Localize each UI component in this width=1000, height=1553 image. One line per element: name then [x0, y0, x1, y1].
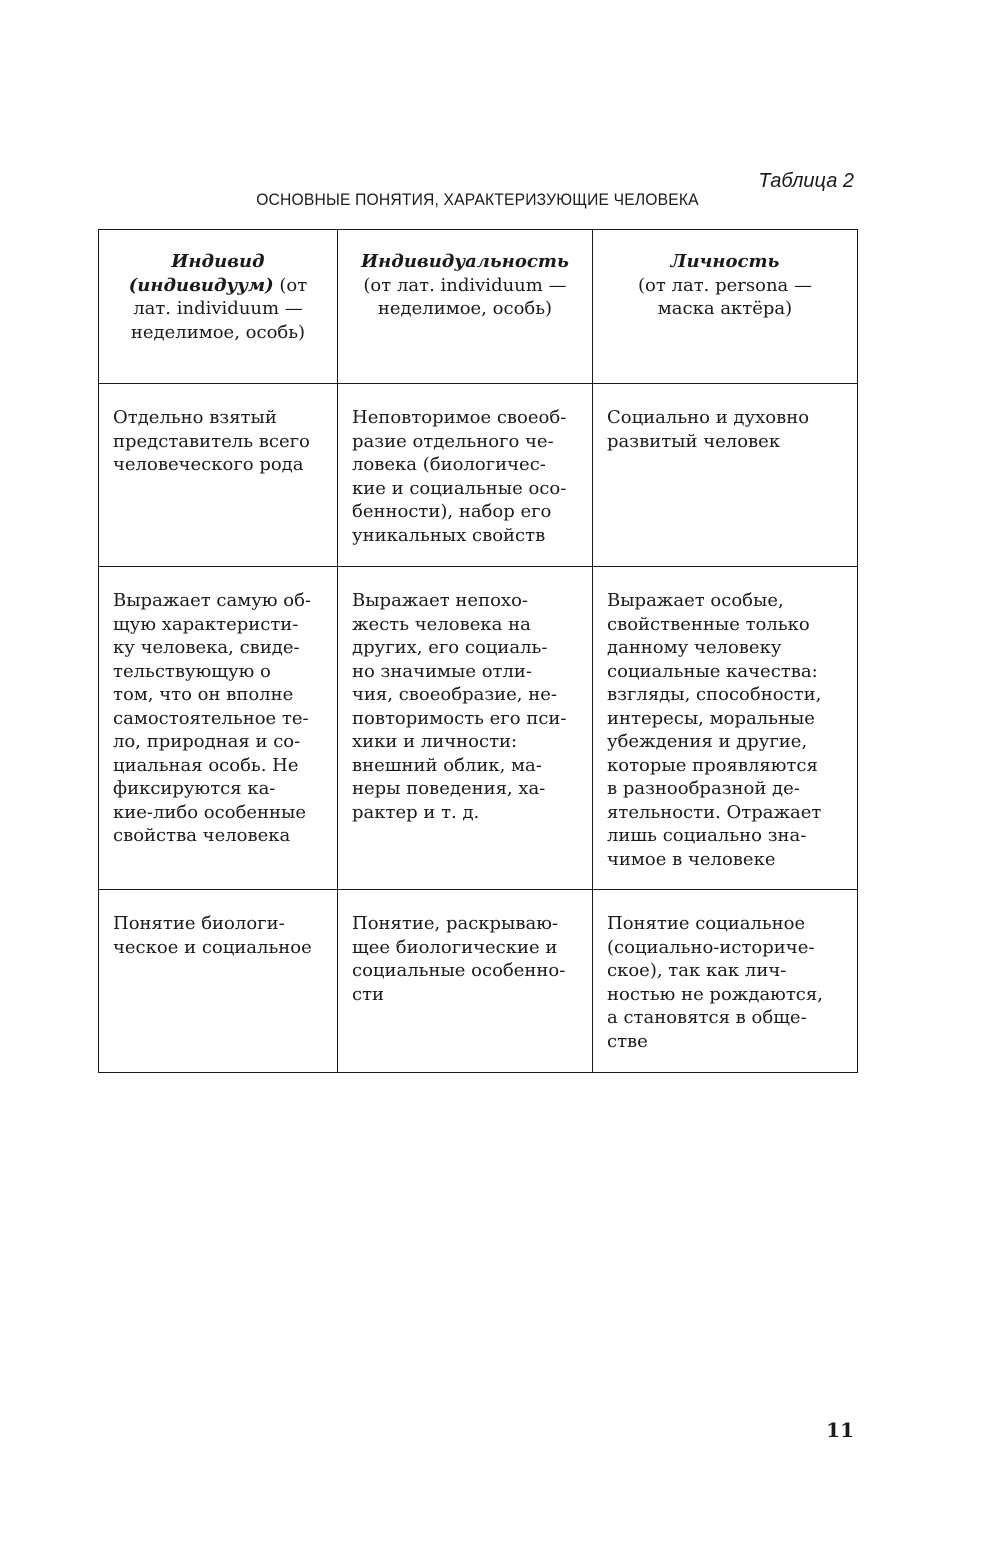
cell-line: развитый человек	[607, 430, 781, 452]
header-line: (от лат. individuum —	[363, 274, 567, 296]
cell-line: кие-либо особенные	[113, 801, 307, 823]
table-header-row	[99, 230, 858, 384]
header-title: Индивидуальность	[361, 251, 569, 272]
cell-line: ловека (биологичес-	[352, 454, 546, 475]
cell-line: но значимые отли-	[352, 660, 533, 682]
cell-line: самостоятельное те-	[113, 707, 309, 729]
cell-line: социальные особенно-	[352, 960, 566, 981]
cell-line: кие и социальные осо-	[352, 477, 567, 499]
table-cell	[99, 890, 338, 1073]
cell-line: чия, своеобразие, не-	[352, 684, 557, 705]
cell-line: взгляды, способности,	[607, 684, 822, 705]
cell-line: свойственные только	[607, 613, 810, 635]
table-row	[99, 384, 858, 567]
cell-line: Отдельно взятый	[113, 407, 277, 428]
cell-line: циальная особь. Не	[113, 754, 299, 776]
cell-line: данному человеку	[607, 637, 782, 658]
cell-line: Неповторимое своеоб-	[352, 407, 567, 428]
header-line: лат. individuum —	[133, 298, 303, 319]
cell-line: ское), так как лич-	[607, 960, 787, 981]
header-line	[111, 274, 325, 298]
cell-line: Понятие биологи-	[113, 913, 285, 934]
page-number: 11	[826, 1418, 854, 1442]
table-cell	[338, 384, 593, 567]
cell-line: щую характеристи-	[113, 613, 299, 635]
table-cell	[338, 890, 593, 1073]
header-line: (от лат. persona —	[637, 274, 812, 296]
concepts-table	[98, 229, 858, 1073]
cell-line: ческое и социальное	[113, 936, 312, 958]
cell-line: повторимость его пси-	[352, 707, 567, 729]
table-row	[99, 567, 858, 890]
table-cell	[338, 567, 593, 890]
header-individuality	[338, 230, 593, 384]
header-text: (от	[273, 274, 308, 296]
header-line: маска актёра)	[657, 298, 793, 319]
cell-line: внешний облик, ма-	[352, 754, 542, 776]
cell-line: ку человека, свиде-	[113, 637, 300, 658]
cell-line: Понятие, раскрываю-	[352, 913, 558, 934]
header-title: Личность	[670, 251, 780, 272]
table-cell	[593, 384, 858, 567]
header-line: неделимое, особь)	[377, 298, 553, 319]
cell-line: ло, природная и со-	[113, 731, 301, 752]
cell-line: Выражает непохо-	[352, 590, 528, 611]
cell-line: (социально-историче-	[607, 936, 815, 958]
cell-line: Социально и духовно	[607, 407, 810, 428]
cell-line: которые проявляются	[607, 754, 818, 776]
cell-line: социальные качества:	[607, 660, 818, 682]
cell-line: ностью не рождаются,	[607, 983, 823, 1005]
cell-line: человеческого рода	[113, 454, 304, 475]
cell-line: лишь социально зна-	[607, 825, 807, 846]
cell-line: фиксируются ка-	[113, 778, 276, 799]
table-row	[99, 890, 858, 1073]
table-label: Таблица 2	[758, 170, 854, 192]
table-cell	[593, 890, 858, 1073]
header-individual	[99, 230, 338, 384]
table-title: ОСНОВНЫЕ ПОНЯТИЯ, ХАРАКТЕРИЗУЮЩИЕ ЧЕЛОВЕКА	[256, 190, 699, 209]
cell-line: в разнообразной де-	[607, 778, 800, 799]
cell-line: свойства человека	[113, 825, 291, 846]
header-line: неделимое, особь)	[130, 321, 306, 343]
cell-line: чимое в человеке	[607, 848, 776, 870]
cell-line: других, его социаль-	[352, 637, 548, 658]
header-term: (индивидуум)	[128, 274, 274, 296]
cell-line: хики и личности:	[352, 731, 518, 752]
cell-line: интересы, моральные	[607, 707, 815, 729]
cell-line: жесть человека на	[352, 613, 531, 635]
table-cell	[99, 384, 338, 567]
cell-line: представитель всего	[113, 430, 310, 452]
cell-line: а становятся в обще-	[607, 1007, 807, 1028]
cell-line: стве	[607, 1030, 648, 1052]
table-cell	[593, 567, 858, 890]
cell-line: сти	[352, 983, 385, 1005]
cell-line: Понятие социальное	[607, 913, 806, 934]
cell-line: бенности), набор его	[352, 501, 552, 522]
cell-line: тельствующую о	[113, 660, 271, 682]
cell-line: Выражает особые,	[607, 590, 784, 611]
cell-line: ятельности. Отражает	[607, 801, 822, 823]
cell-line: рактер и т. д.	[352, 801, 480, 823]
cell-line: том, что он вполне	[113, 684, 294, 705]
header-title: Индивид	[171, 251, 265, 272]
cell-line: Выражает самую об-	[113, 590, 311, 611]
cell-line: неры поведения, ха-	[352, 778, 546, 799]
cell-line: щее биологические и	[352, 936, 558, 958]
cell-line: уникальных свойств	[352, 524, 546, 546]
header-personality	[593, 230, 858, 384]
cell-line: разие отдельного че-	[352, 430, 554, 452]
cell-line: убеждения и другие,	[607, 731, 808, 752]
table-cell	[99, 567, 338, 890]
